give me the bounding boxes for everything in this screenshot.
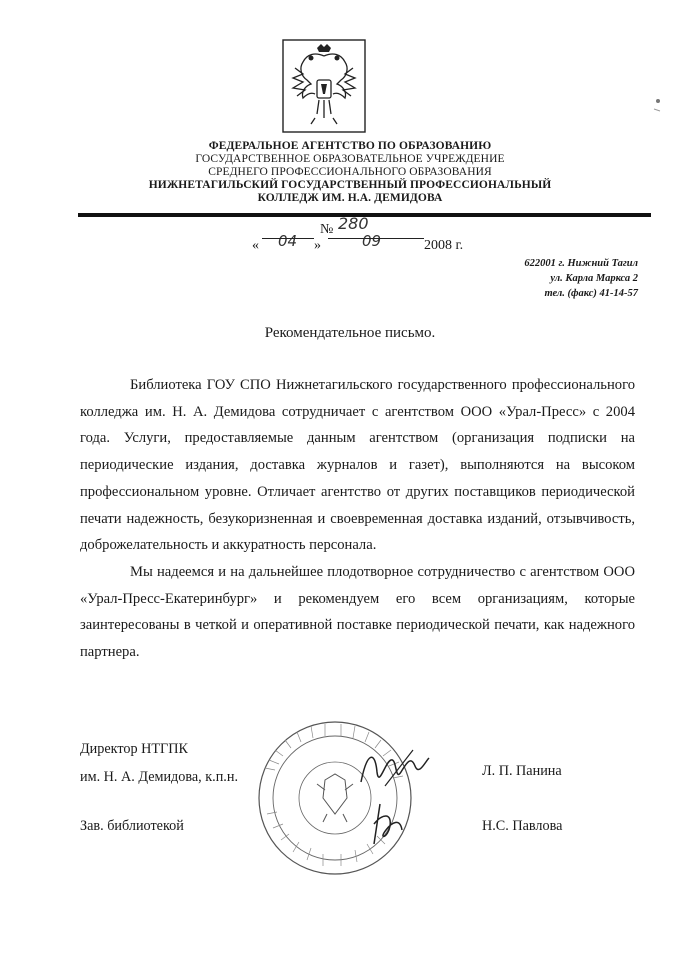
director-title: Директор НТГПК: [80, 741, 188, 757]
header-line-2: ГОСУДАРСТВЕННОЕ ОБРАЗОВАТЕЛЬНОЕ УЧРЕЖДЕНИЕ: [195, 153, 505, 165]
librarian-name: Н.С. Павлова: [482, 818, 563, 834]
month-underline: [328, 238, 424, 239]
letter-body: [80, 372, 635, 666]
header-line-1: ФЕДЕРАЛЬНОЕ АГЕНТСТВО ПО ОБРАЗОВАНИЮ: [208, 140, 492, 152]
letter-title: Рекомендательное письмо.: [264, 325, 436, 341]
header-line-5: КОЛЛЕДЖ ИМ. Н.А. ДЕМИДОВА: [257, 192, 443, 204]
body-paragraph-1: Библиотека ГОУ СПО Нижнетагильского государственного профессионального колледжа им. Н. А. Демидова сотрудничает с агентством ООО «Урал-Пресс» с 2004 года. Услуги, предоставляемые данным агентством (организация подписки на периодические издания, доставка журналов и газет), выполняются на высоком профессиональном уровне. Отличает агентство от других поставщиков периодической печати надежность, безукоризненная и своевременная доставка изданий, отзывчивость, доброжелательность и аккуратность персонала.: [80, 377, 635, 554]
director-name: Л. П. Панина: [482, 763, 562, 779]
address-phone: тел. (факс) 41-14-57: [544, 288, 638, 299]
registration-number: [320, 214, 369, 238]
director-title-block: [80, 735, 238, 791]
coat-of-arms-emblem: [281, 38, 367, 134]
body-paragraph-2: Мы надеемся и на дальнейшее плодотворное сотрудничество с агентством ООО «Урал-Пресс-Екатеринбург» и рекомендуем его всем организациям, которые заинтересованы в четкой и оперативной поставке периодической печати, как надежного партнера.: [80, 563, 635, 661]
address-line-1: 622001 г. Нижний Тагил: [524, 258, 638, 269]
scan-mark: [650, 95, 670, 115]
day-underline: [262, 238, 314, 239]
handwritten-month: 09: [362, 232, 382, 250]
date-year: 2008 г.: [424, 238, 464, 253]
librarian-title: Зав. библиотекой: [80, 818, 184, 834]
address-block: [524, 256, 638, 301]
director-signature: [355, 742, 435, 802]
librarian-signature: [360, 800, 410, 850]
handwritten-day: 04: [278, 232, 298, 250]
number-sign: №: [320, 222, 334, 237]
date-open-quote: «: [252, 238, 259, 253]
header-line-4: НИЖНЕТАГИЛЬСКИЙ ГОСУДАРСТВЕННЫЙ ПРОФЕССИОНАЛЬНЫЙ: [148, 179, 552, 191]
director-affiliation: им. Н. А. Демидова, к.п.н.: [80, 769, 238, 785]
header-line-3: СРЕДНЕГО ПРОФЕССИОНАЛЬНОГО ОБРАЗОВАНИЯ: [208, 166, 492, 178]
date-close-quote: »: [314, 238, 321, 253]
organization-header: [110, 140, 590, 205]
handwritten-number: 280: [338, 214, 369, 233]
address-line-2: ул. Карла Маркса 2: [550, 273, 638, 284]
